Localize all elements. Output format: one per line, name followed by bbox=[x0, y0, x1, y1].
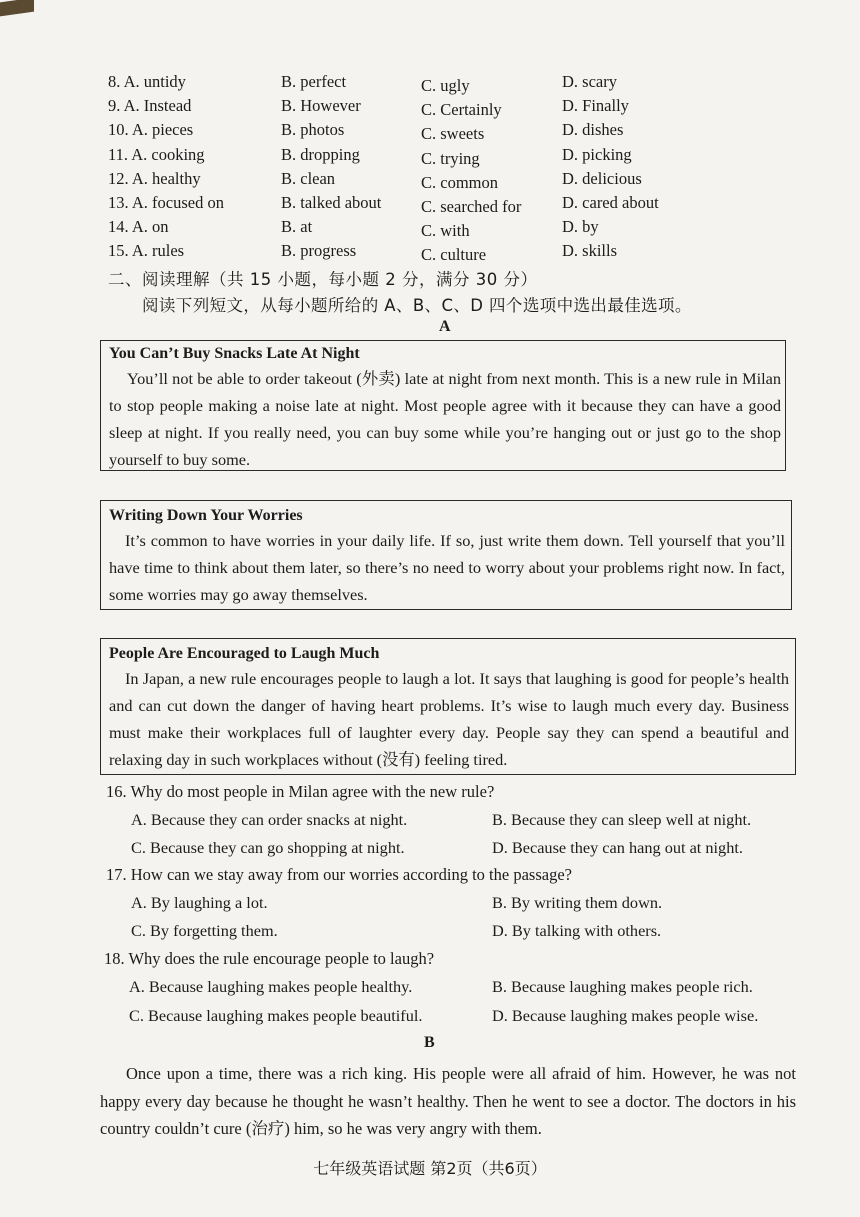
option-d: D. Finally bbox=[562, 96, 629, 116]
option-b: B. dropping bbox=[281, 144, 360, 164]
passage-b-letter: B bbox=[424, 1034, 435, 1051]
option-row bbox=[108, 217, 808, 241]
question-choice-a: A. Because laughing makes people healthy. bbox=[129, 977, 413, 996]
option-a: 12. A. healthy bbox=[108, 168, 201, 188]
option-d: D. delicious bbox=[562, 168, 642, 188]
option-a: 8. A. untidy bbox=[108, 72, 186, 91]
question-choice-d: D. Because they can hang out at night. bbox=[492, 838, 743, 857]
option-d: D. scary bbox=[562, 72, 617, 91]
question-choice-d: D. Because laughing makes people wise. bbox=[492, 1006, 759, 1025]
option-a: 13. A. focused on bbox=[108, 192, 224, 212]
question-stem: 18. Why does the rule encourage people to laugh? bbox=[104, 949, 435, 968]
passage-box-title: Writing Down Your Worries bbox=[109, 507, 303, 524]
option-c: C. searched for bbox=[421, 196, 522, 216]
option-c: C. Certainly bbox=[421, 100, 502, 120]
passage-box-text: In Japan, a new rule encourages people to laugh a lot. It says that laughing is good for people’s health and can cut down the danger of having heart problems. It’s wise to laugh much every day. Business must make their workplaces full of laughter every day. People say they can spend a beautiful and relaxing day in such workplaces without (没有) feeling tired. bbox=[109, 669, 789, 769]
question-choice-b: B. Because they can sleep well at night. bbox=[492, 810, 752, 829]
passage-box-title: People Are Encouraged to Laugh Much bbox=[109, 645, 380, 662]
passage-box bbox=[100, 638, 796, 775]
section-instruction: 阅读下列短文，从每小题所给的 A、B、C、D 四个选项中选出最佳选项。 bbox=[142, 296, 692, 315]
option-b: B. perfect bbox=[281, 72, 347, 91]
question-stem: 16. Why do most people in Milan agree with the new rule? bbox=[106, 782, 495, 801]
question-choice-c: C. Because laughing makes people beautiful. bbox=[129, 1006, 423, 1025]
question-stem: 17. How can we stay away from our worries according to the passage? bbox=[106, 865, 572, 884]
option-row bbox=[108, 169, 808, 193]
passage-box-title: You Can’t Buy Snacks Late At Night bbox=[109, 345, 360, 362]
option-row bbox=[108, 96, 808, 120]
option-b: B. photos bbox=[281, 120, 345, 140]
option-b: B. However bbox=[281, 96, 361, 116]
option-row bbox=[108, 145, 808, 169]
option-row bbox=[108, 72, 808, 96]
option-c: C. with bbox=[421, 221, 470, 241]
option-b: B. at bbox=[281, 217, 313, 237]
option-b: B. clean bbox=[281, 168, 336, 188]
option-row bbox=[108, 241, 808, 265]
cloze-options bbox=[108, 72, 808, 266]
passage-box bbox=[100, 500, 792, 610]
option-a: 14. A. on bbox=[108, 217, 169, 237]
option-d: D. dishes bbox=[562, 120, 624, 140]
question-choice-a: A. Because they can order snacks at night. bbox=[131, 810, 408, 829]
option-d: D. skills bbox=[562, 241, 618, 261]
passage-box bbox=[100, 340, 786, 471]
option-row bbox=[108, 193, 808, 217]
question-choice-d: D. By talking with others. bbox=[492, 921, 662, 940]
option-d: D. picking bbox=[562, 144, 632, 164]
option-c: C. culture bbox=[421, 245, 487, 265]
option-row bbox=[108, 120, 808, 144]
option-c: C. common bbox=[421, 172, 498, 192]
option-d: D. by bbox=[562, 217, 599, 237]
question-choice-b: B. Because laughing makes people rich. bbox=[492, 977, 753, 996]
question-choice-a: A. By laughing a lot. bbox=[131, 893, 268, 912]
option-c: C. trying bbox=[421, 148, 480, 168]
passage-a-letter: A bbox=[439, 318, 451, 335]
passage-box-text: You’ll not be able to order takeout (外卖) late at night from next month. This is a new rule in Milan to stop people making a noise late at night. Most people agree with it because they can have a good sleep at night. If you really need, you can buy some while you’re hanging out or just go to the shop yourself to buy some. bbox=[109, 369, 781, 469]
option-a: 11. A. cooking bbox=[108, 144, 205, 164]
option-a: 9. A. Instead bbox=[108, 96, 192, 116]
page-corner-mark bbox=[0, 0, 34, 16]
option-b: B. talked about bbox=[281, 192, 382, 212]
option-c: C. ugly bbox=[421, 76, 470, 95]
option-a: 15. A. rules bbox=[108, 241, 185, 261]
option-d: D. cared about bbox=[562, 192, 659, 212]
option-c: C. sweets bbox=[421, 124, 485, 144]
page-footer: 七年级英语试题 第2页（共6页） bbox=[313, 1159, 547, 1178]
passage-box-text: It’s common to have worries in your daily life. If so, just write them down. Tell yourself that you’ll have time to think about them later, so there’s no need to worry about your problems right now. In fact, some worries may go away themselves. bbox=[109, 531, 785, 604]
option-b: B. progress bbox=[281, 241, 357, 261]
question-choice-c: C. By forgetting them. bbox=[131, 921, 278, 940]
option-a: 10. A. pieces bbox=[108, 120, 194, 140]
section-heading: 二、阅读理解（共 15 小题，每小题 2 分，满分 30 分） bbox=[108, 270, 538, 289]
passage-b-text: Once upon a time, there was a rich king. His people were all afraid of him. However, he was not happy every day because he thought he wasn’t healthy. Then he went to see a doctor. The doctors in his country couldn’t cure (治疗) him, so he was very angry with them. bbox=[100, 1064, 796, 1138]
question-choice-c: C. Because they can go shopping at night. bbox=[131, 838, 405, 857]
question-choice-b: B. By writing them down. bbox=[492, 893, 663, 912]
